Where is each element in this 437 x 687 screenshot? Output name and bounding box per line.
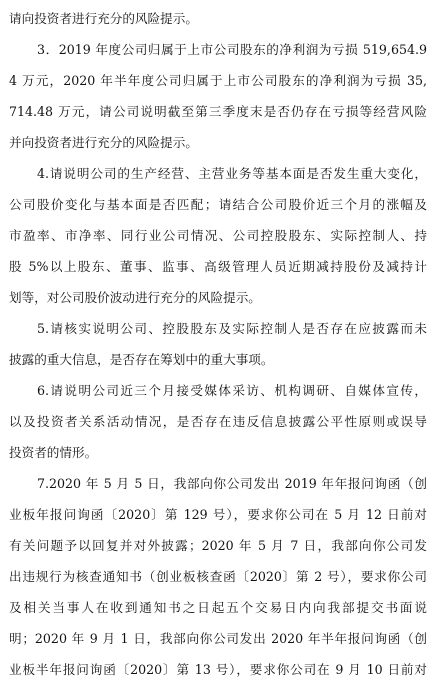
text-line: 714.48 万元，请公司说明截至第三季度末是否仍存在亏损等经营风险 [9, 104, 427, 119]
text-line: 有关问题予以回复并对外披露；2020 年 5 月 7 日，我部向你公司发 [9, 538, 427, 553]
text-line: 4.请说明公司的生产经营、主营业务等基本面是否发生重大变化， [37, 166, 427, 181]
text-line: 股 5%以上股东、董事、监事、高级管理人员近期减持股份及减持计 [9, 259, 427, 274]
text-line: 以及投资者关系活动情况，是否存在违反信息披露公平性原则或误导 [9, 414, 427, 429]
text-line: 披露的重大信息，是否存在筹划中的重大事项。 [9, 352, 274, 367]
text-line: 4 万元，2020 年半年度公司归属于上市公司股东的净利润为亏损 35, [9, 73, 427, 88]
text-line: 5.请核实说明公司、控股股东及实际控制人是否存在应披露而未 [37, 321, 427, 336]
text-line: 投资者的情形。 [9, 445, 98, 460]
text-line: 划等，对公司股价波动进行充分的风险提示。 [9, 290, 261, 305]
text-line: 明；2020 年 9 月 1 日，我部向你公司发出 2020 年半年报问询函（创 [9, 631, 427, 646]
text-line: 3．2019 年度公司归属于上市公司股东的净利润为亏损 519,654.9 [37, 42, 427, 57]
text-line: 请向投资者进行充分的风险提示。 [9, 11, 198, 26]
text-line: 并向投资者进行充分的风险提示。 [9, 135, 198, 150]
text-line: 7.2020 年 5 月 5 日，我部向你公司发出 2019 年年报问询函（创 [37, 476, 427, 491]
text-line: 及相关当事人在收到通知书之日起五个交易日内向我部提交书面说 [9, 600, 427, 615]
text-line: 业板半年报问询函〔2020〕第 13 号），要求你公司在 9 月 10 日前对 [9, 662, 427, 677]
text-line: 业板年报问询函〔2020〕第 129 号），要求你公司在 5 月 12 日前对 [9, 507, 427, 522]
text-line: 6.请说明公司近三个月接受媒体采访、机构调研、自媒体宣传， [37, 383, 427, 398]
text-line: 市盈率、市净率、同行业公司情况、公司控股股东、实际控制人、持 [9, 228, 427, 243]
text-line: 公司股价变化与基本面是否匹配；请结合公司股价近三个月的涨幅及 [9, 197, 427, 212]
text-line: 出违规行为核查通知书（创业板核查函〔2020〕第 2 号），要求你公司 [9, 569, 427, 584]
